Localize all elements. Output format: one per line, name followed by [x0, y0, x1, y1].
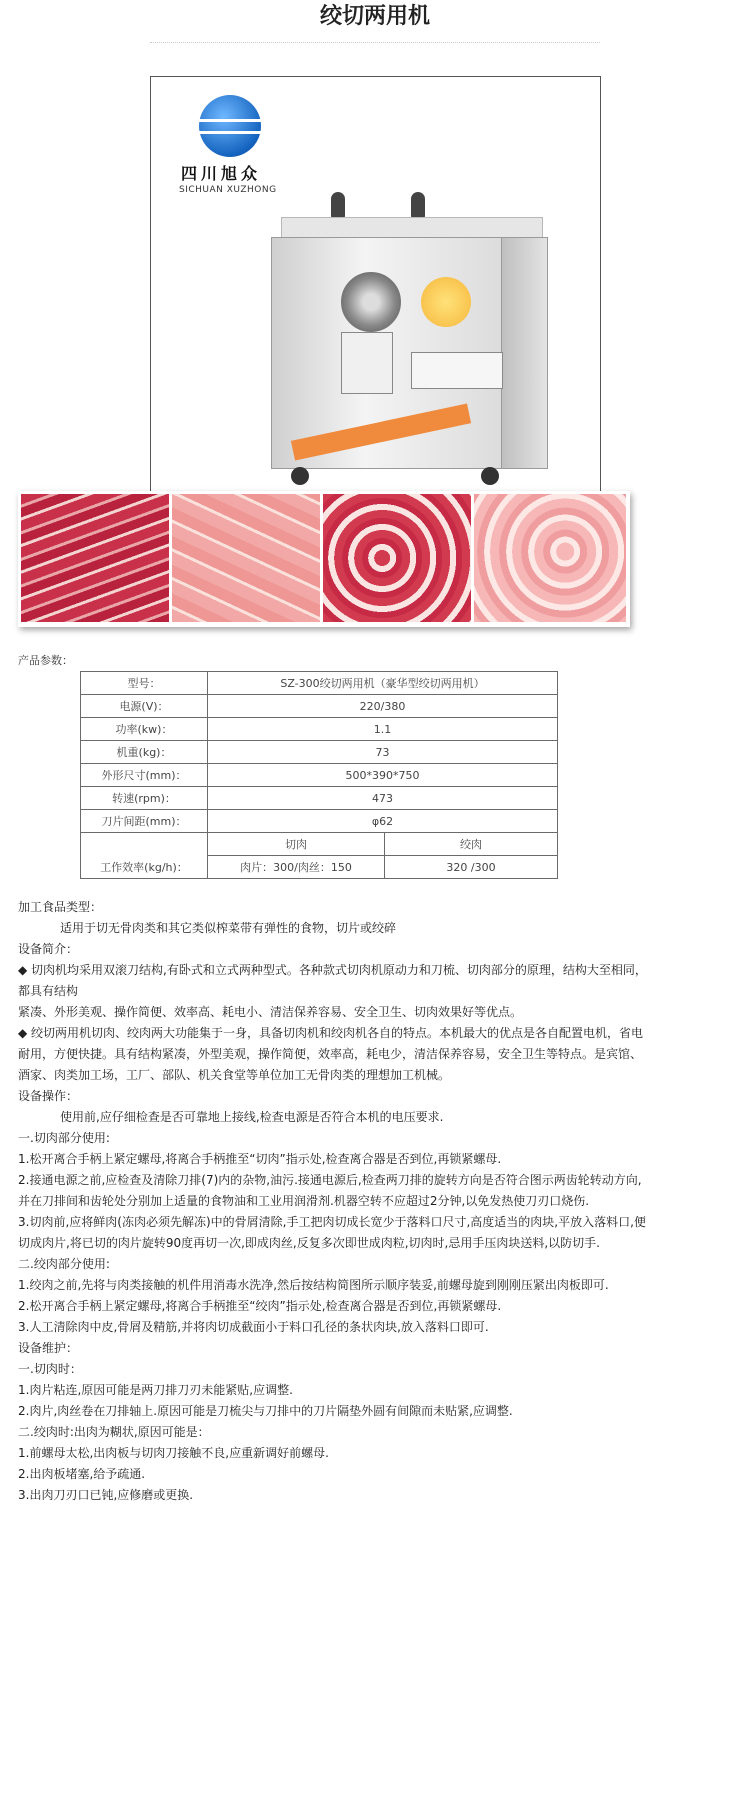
product-photo [150, 76, 601, 525]
wheel-icon [481, 467, 499, 485]
grinder-plate-icon [341, 272, 401, 332]
mascot-sticker-icon [421, 277, 471, 327]
table-row: 肉片：300/肉丝：150 320 /300 [81, 856, 558, 879]
table-row: 机重(kg)： 73 [81, 741, 558, 764]
lamb-slices-image [474, 494, 626, 622]
body-text: 加工食品类型： 适用于切无骨肉类和其它类似榨菜带有弹性的食物，切片或绞碎 设备简介： ◆ 切肉机均采用双滚刀结构,有卧式和立式两种型式。各种款式切肉机原动力和刀梳、切肉部分的原理，结构大至相同，都具有结构 紧凑、外形美观、操作简便、效率高、耗电小、清洁保养容易、安全卫生、切肉效果好等优点。 ◆ 绞切两用机切肉、绞肉两大功能集于一身，具备切肉机和绞肉机各自的特点。本机最大的优点是各自配置电机，省电耐用，方便快捷。具有结构紧凑，外型美观，操作简便，效率高，耗电少，清洁保养容易，安全卫生等特点。是宾馆、酒家、肉类加工场，工厂、部队、机关食堂等单位加工无骨肉类的理想加工机械。 设备操作： 使用前,应仔细检查是否可靠地上接线,检查电源是否符合本机的电压要求. 一.切肉部分使用: 1.松开离合手柄上紧定螺母,将离合手柄推至“切肉”指示处,检查离合器是否到位,再锁紧螺母. 2.接通电源之前,应检查及清除刀排(7)内的杂物,油污.接通电源后,检查两刀排的旋转方向是否符合图示两齿轮转动方向,并在刀排间和齿轮处分别加上适量的食物油和工业用润滑剂.机器空转不应超过2分钟,以免发热使刀刃口烧伤. 3.切肉前,应将鲜肉(冻肉必须先解冻)中的骨屑清除,手工把肉切成长宽少于落料口尺寸,高度适当的肉块,平放入落料口,便切成肉片,将已切的肉片旋转90度再切一次,即成肉丝,反复多次即世成肉粒,切肉时,忌用手压肉块送料,以防切手. 二.绞肉部分使用: 1.绞肉之前,先将与肉类接触的机件用消毒水洗净,然后按结构简图所示顺序装妥,前螺母旋到刚刚压紧出肉板即可. 2.松开离合手柄上紧定螺母,将离合手柄推至“绞肉”指示处,检查离合器是否到位,再锁紧螺母. 3.人工清除肉中皮,骨屑及精筋,并将肉切成截面小于料口孔径的条状肉块,放入落料口即可. 设备维护： 一.切肉时： 1.肉片粘连,原因可能是两刀排刀刃未能紧贴,应调整. 2.肉片,肉丝卷在刀排轴上.原因可能是刀梳尖与刀排中的刀片隔垫外圆有间隙而未贴紧,应调整. 二.绞肉时:出肉为糊状,原因可能是： 1.前螺母太松,出肉板与切肉刀接触不良,应重新调好前螺母. 2.出肉板堵塞,给予疏通. 3.出肉刀刃口已钝,应修磨或更换. [18, 900, 647, 1502]
sliced-beef-image [21, 494, 169, 622]
page-title: 绞切两用机 [319, 4, 430, 29]
title-divider [150, 42, 600, 43]
lamb-rolls-image [323, 494, 471, 622]
params-label: 产品参数： [18, 654, 73, 667]
brand-name-en: SICHUAN XUZHONG [179, 185, 277, 195]
sample-products-strip [18, 491, 630, 627]
params-table [80, 671, 558, 879]
handle-icon [411, 192, 425, 218]
table-row: 刀片间距(mm)： φ62 [81, 810, 558, 833]
table-row: 型号： SZ-300绞切两用机（豪华型绞切两用机） [81, 672, 558, 695]
table-row: 工作效率(kg/h)： 切肉 绞肉 [81, 833, 558, 856]
brand-name-cn: 四川旭众 [181, 164, 262, 183]
wheel-icon [291, 467, 309, 485]
handle-icon [331, 192, 345, 218]
brand-logo-icon [199, 95, 261, 157]
sliced-pork-image [172, 494, 320, 622]
machine-illustration [271, 192, 561, 492]
table-row: 功率(kw)： 1.1 [81, 718, 558, 741]
table-row: 外形尺寸(mm)： 500*390*750 [81, 764, 558, 787]
table-row: 转速(rpm)： 473 [81, 787, 558, 810]
table-row: 电源(V)： 220/380 [81, 695, 558, 718]
